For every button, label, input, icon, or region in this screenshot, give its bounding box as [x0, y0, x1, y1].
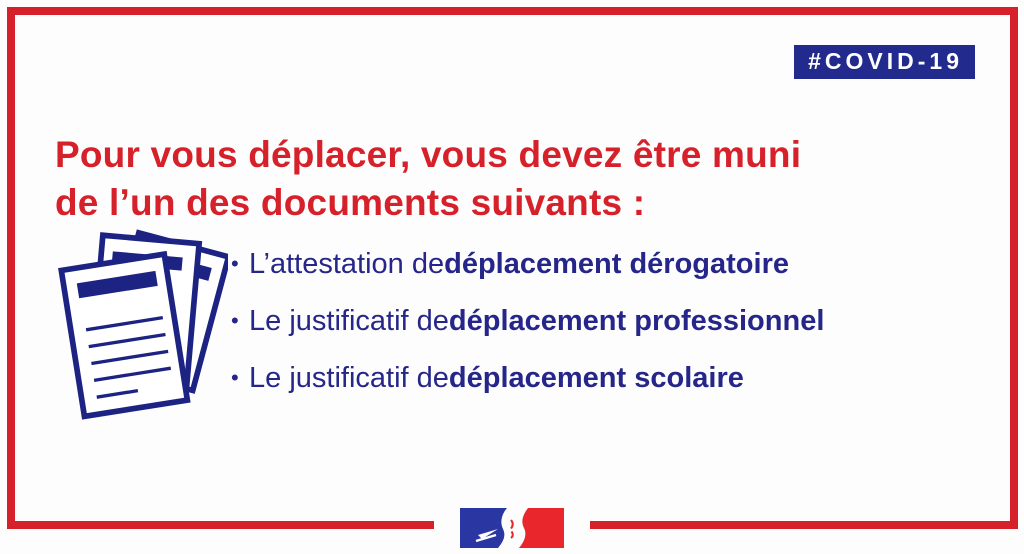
documents-list: [231, 247, 824, 418]
list-item-text: Le justificatif de: [249, 304, 449, 337]
french-government-marianne-logo: [434, 502, 590, 554]
bullet-icon: •: [231, 251, 239, 276]
list-item: [231, 361, 824, 395]
bullet-icon: •: [231, 308, 239, 333]
page-title-line2: de l’un des documents suivants :: [55, 182, 646, 223]
list-item: [231, 247, 824, 281]
page-title-line1: Pour vous déplacer, vous devez être muni: [55, 134, 802, 175]
bullet-icon: •: [231, 365, 239, 390]
list-item: [231, 304, 824, 338]
list-item-bold-text: déplacement scolaire: [448, 361, 744, 394]
covid19-badge-label: #COVID-19: [808, 48, 963, 74]
list-item-bold-text: déplacement dérogatoire: [444, 247, 789, 280]
list-item-bold-text: déplacement professionnel: [448, 304, 825, 337]
list-item-text: L’attestation de: [249, 247, 445, 280]
page-title: [55, 131, 801, 227]
covid19-badge: [794, 45, 975, 79]
list-item-text: Le justificatif de: [249, 361, 449, 394]
documents-stack-icon: [48, 228, 228, 428]
